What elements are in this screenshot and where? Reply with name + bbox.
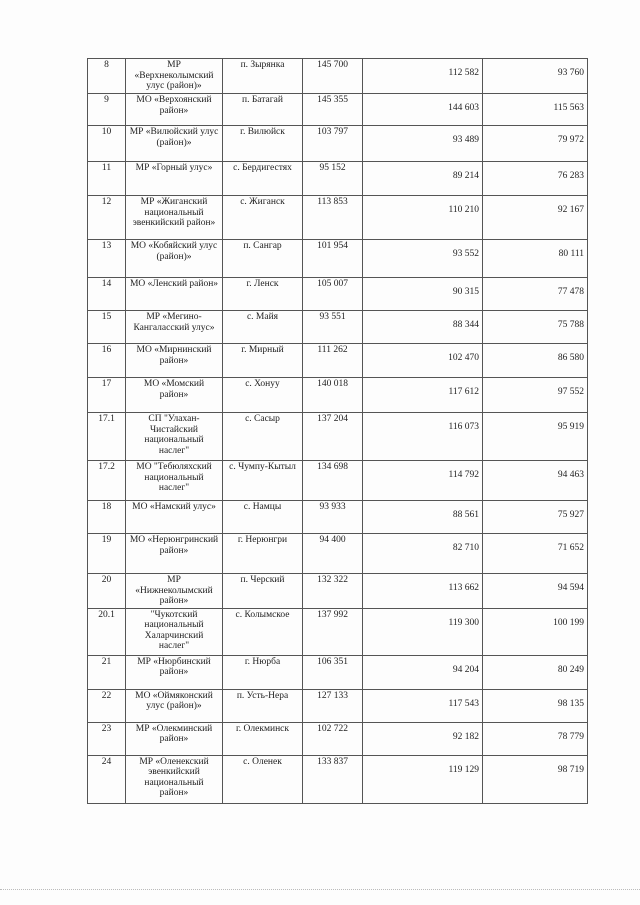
administrative-center: г. Нерюнгри — [223, 534, 303, 574]
table-row — [88, 689, 588, 722]
municipality-name: МР «Мегино-Кангаласский улус» — [126, 311, 223, 344]
value-column-3: 100 199 — [483, 608, 588, 655]
table-row — [88, 94, 588, 126]
value-column-3: 80 249 — [483, 655, 588, 689]
municipality-name: МР «Нюрбинский район» — [126, 655, 223, 689]
row-number: 23 — [88, 722, 126, 755]
administrative-center: п. Усть-Нера — [223, 689, 303, 722]
value-column-3: 115 563 — [483, 94, 588, 126]
administrative-center: п. Зырянка — [223, 59, 303, 94]
value-column-3: 98 135 — [483, 689, 588, 722]
municipality-name: МР «Горный улус» — [126, 162, 223, 196]
administrative-center: п. Черский — [223, 574, 303, 609]
value-column-2: 119 129 — [363, 755, 483, 803]
value-column-2: 92 182 — [363, 722, 483, 755]
value-column-3: 71 652 — [483, 534, 588, 574]
municipality-name: МО «Момский район» — [126, 378, 223, 413]
table-row — [88, 344, 588, 378]
value-column-1: 137 204 — [303, 413, 363, 461]
municipality-name: "Чукотский национальный Халарчинский наслег" — [126, 608, 223, 655]
value-column-2: 117 612 — [363, 378, 483, 413]
row-number: 9 — [88, 94, 126, 126]
administrative-center: с. Оленек — [223, 755, 303, 803]
value-column-3: 80 111 — [483, 240, 588, 278]
administrative-center: с. Колымское — [223, 608, 303, 655]
value-column-1: 101 954 — [303, 240, 363, 278]
value-column-1: 133 837 — [303, 755, 363, 803]
administrative-center: с. Хонуу — [223, 378, 303, 413]
value-column-2: 82 710 — [363, 534, 483, 574]
table-row — [88, 501, 588, 534]
row-number: 24 — [88, 755, 126, 803]
data-table — [87, 58, 588, 804]
table-row — [88, 196, 588, 240]
municipality-name: МО «Нерюнгринский район» — [126, 534, 223, 574]
row-number: 10 — [88, 126, 126, 162]
municipality-name: МО «Кобяйский улус (район)» — [126, 240, 223, 278]
table-row — [88, 722, 588, 755]
value-column-2: 94 204 — [363, 655, 483, 689]
municipality-name: СП "Улахан-Чистайский национальный наслег" — [126, 413, 223, 461]
row-number: 16 — [88, 344, 126, 378]
row-number: 8 — [88, 59, 126, 94]
table-row — [88, 574, 588, 609]
row-number: 13 — [88, 240, 126, 278]
value-column-1: 105 007 — [303, 278, 363, 311]
value-column-2: 114 792 — [363, 461, 483, 501]
value-column-3: 77 478 — [483, 278, 588, 311]
value-column-1: 103 797 — [303, 126, 363, 162]
administrative-center: г. Мирный — [223, 344, 303, 378]
row-number: 20 — [88, 574, 126, 609]
table-row — [88, 162, 588, 196]
value-column-3: 79 972 — [483, 126, 588, 162]
row-number: 17 — [88, 378, 126, 413]
value-column-1: 111 262 — [303, 344, 363, 378]
value-column-1: 94 400 — [303, 534, 363, 574]
administrative-center: с. Майя — [223, 311, 303, 344]
value-column-1: 102 722 — [303, 722, 363, 755]
administrative-center: г. Ленск — [223, 278, 303, 311]
value-column-1: 113 853 — [303, 196, 363, 240]
administrative-center: с. Намцы — [223, 501, 303, 534]
value-column-3: 75 788 — [483, 311, 588, 344]
row-number: 18 — [88, 501, 126, 534]
table-row — [88, 240, 588, 278]
table-row — [88, 311, 588, 344]
value-column-3: 95 919 — [483, 413, 588, 461]
value-column-1: 93 933 — [303, 501, 363, 534]
value-column-3: 86 580 — [483, 344, 588, 378]
value-column-1: 134 698 — [303, 461, 363, 501]
administrative-center: п. Сангар — [223, 240, 303, 278]
municipality-name: МР «Жиганский национальный эвенкийский район» — [126, 196, 223, 240]
municipality-name: МО "Тебюляхский национальный наслег" — [126, 461, 223, 501]
value-column-1: 132 322 — [303, 574, 363, 609]
municipality-name: МО «Верхоянский район» — [126, 94, 223, 126]
row-number: 21 — [88, 655, 126, 689]
table-row — [88, 278, 588, 311]
value-column-2: 117 543 — [363, 689, 483, 722]
value-column-2: 93 552 — [363, 240, 483, 278]
value-column-2: 89 214 — [363, 162, 483, 196]
row-number: 14 — [88, 278, 126, 311]
administrative-center: г. Нюрба — [223, 655, 303, 689]
municipality-name: МР «Олекминский район» — [126, 722, 223, 755]
municipality-name: МР «Нижнеколымский район» — [126, 574, 223, 609]
table-row — [88, 378, 588, 413]
value-column-3: 76 283 — [483, 162, 588, 196]
row-number: 19 — [88, 534, 126, 574]
value-column-1: 106 351 — [303, 655, 363, 689]
table-row — [88, 126, 588, 162]
row-number: 17.2 — [88, 461, 126, 501]
value-column-2: 113 662 — [363, 574, 483, 609]
page-bottom-edge — [0, 889, 640, 890]
value-column-1: 145 700 — [303, 59, 363, 94]
value-column-3: 97 552 — [483, 378, 588, 413]
value-column-2: 112 582 — [363, 59, 483, 94]
row-number: 12 — [88, 196, 126, 240]
administrative-center: г. Вилюйск — [223, 126, 303, 162]
value-column-3: 78 779 — [483, 722, 588, 755]
row-number: 17.1 — [88, 413, 126, 461]
value-column-2: 90 315 — [363, 278, 483, 311]
municipality-name: МО «Ленский район» — [126, 278, 223, 311]
table-row — [88, 59, 588, 94]
value-column-3: 93 760 — [483, 59, 588, 94]
administrative-center: с. Жиганск — [223, 196, 303, 240]
municipality-name: МР «Верхнеколымский улус (район)» — [126, 59, 223, 94]
table-row — [88, 655, 588, 689]
value-column-3: 98 719 — [483, 755, 588, 803]
value-column-2: 144 603 — [363, 94, 483, 126]
value-column-3: 94 463 — [483, 461, 588, 501]
row-number: 22 — [88, 689, 126, 722]
municipality-name: МО «Мирнинский район» — [126, 344, 223, 378]
administrative-center: с. Чумпу-Кытыл — [223, 461, 303, 501]
table-body — [88, 59, 588, 804]
value-column-3: 92 167 — [483, 196, 588, 240]
value-column-1: 137 992 — [303, 608, 363, 655]
table-row — [88, 608, 588, 655]
municipality-name: МО «Намский улус» — [126, 501, 223, 534]
administrative-center: с. Сасыр — [223, 413, 303, 461]
value-column-2: 110 210 — [363, 196, 483, 240]
municipality-name: МР «Вилюйский улус (район)» — [126, 126, 223, 162]
value-column-2: 88 561 — [363, 501, 483, 534]
row-number: 15 — [88, 311, 126, 344]
value-column-3: 75 927 — [483, 501, 588, 534]
table-row — [88, 413, 588, 461]
administrative-center: п. Батагай — [223, 94, 303, 126]
municipality-name: МО «Оймяконский улус (район)» — [126, 689, 223, 722]
value-column-2: 88 344 — [363, 311, 483, 344]
table-row — [88, 755, 588, 803]
value-column-1: 93 551 — [303, 311, 363, 344]
value-column-1: 145 355 — [303, 94, 363, 126]
value-column-2: 93 489 — [363, 126, 483, 162]
value-column-2: 119 300 — [363, 608, 483, 655]
municipality-name: МР «Оленекский эвенкийский национальный район» — [126, 755, 223, 803]
row-number: 20.1 — [88, 608, 126, 655]
value-column-2: 102 470 — [363, 344, 483, 378]
administrative-center: с. Бердигестях — [223, 162, 303, 196]
value-column-2: 116 073 — [363, 413, 483, 461]
value-column-1: 95 152 — [303, 162, 363, 196]
administrative-center: г. Олекминск — [223, 722, 303, 755]
table-row — [88, 461, 588, 501]
table-row — [88, 534, 588, 574]
value-column-1: 140 018 — [303, 378, 363, 413]
row-number: 11 — [88, 162, 126, 196]
value-column-1: 127 133 — [303, 689, 363, 722]
value-column-3: 94 594 — [483, 574, 588, 609]
